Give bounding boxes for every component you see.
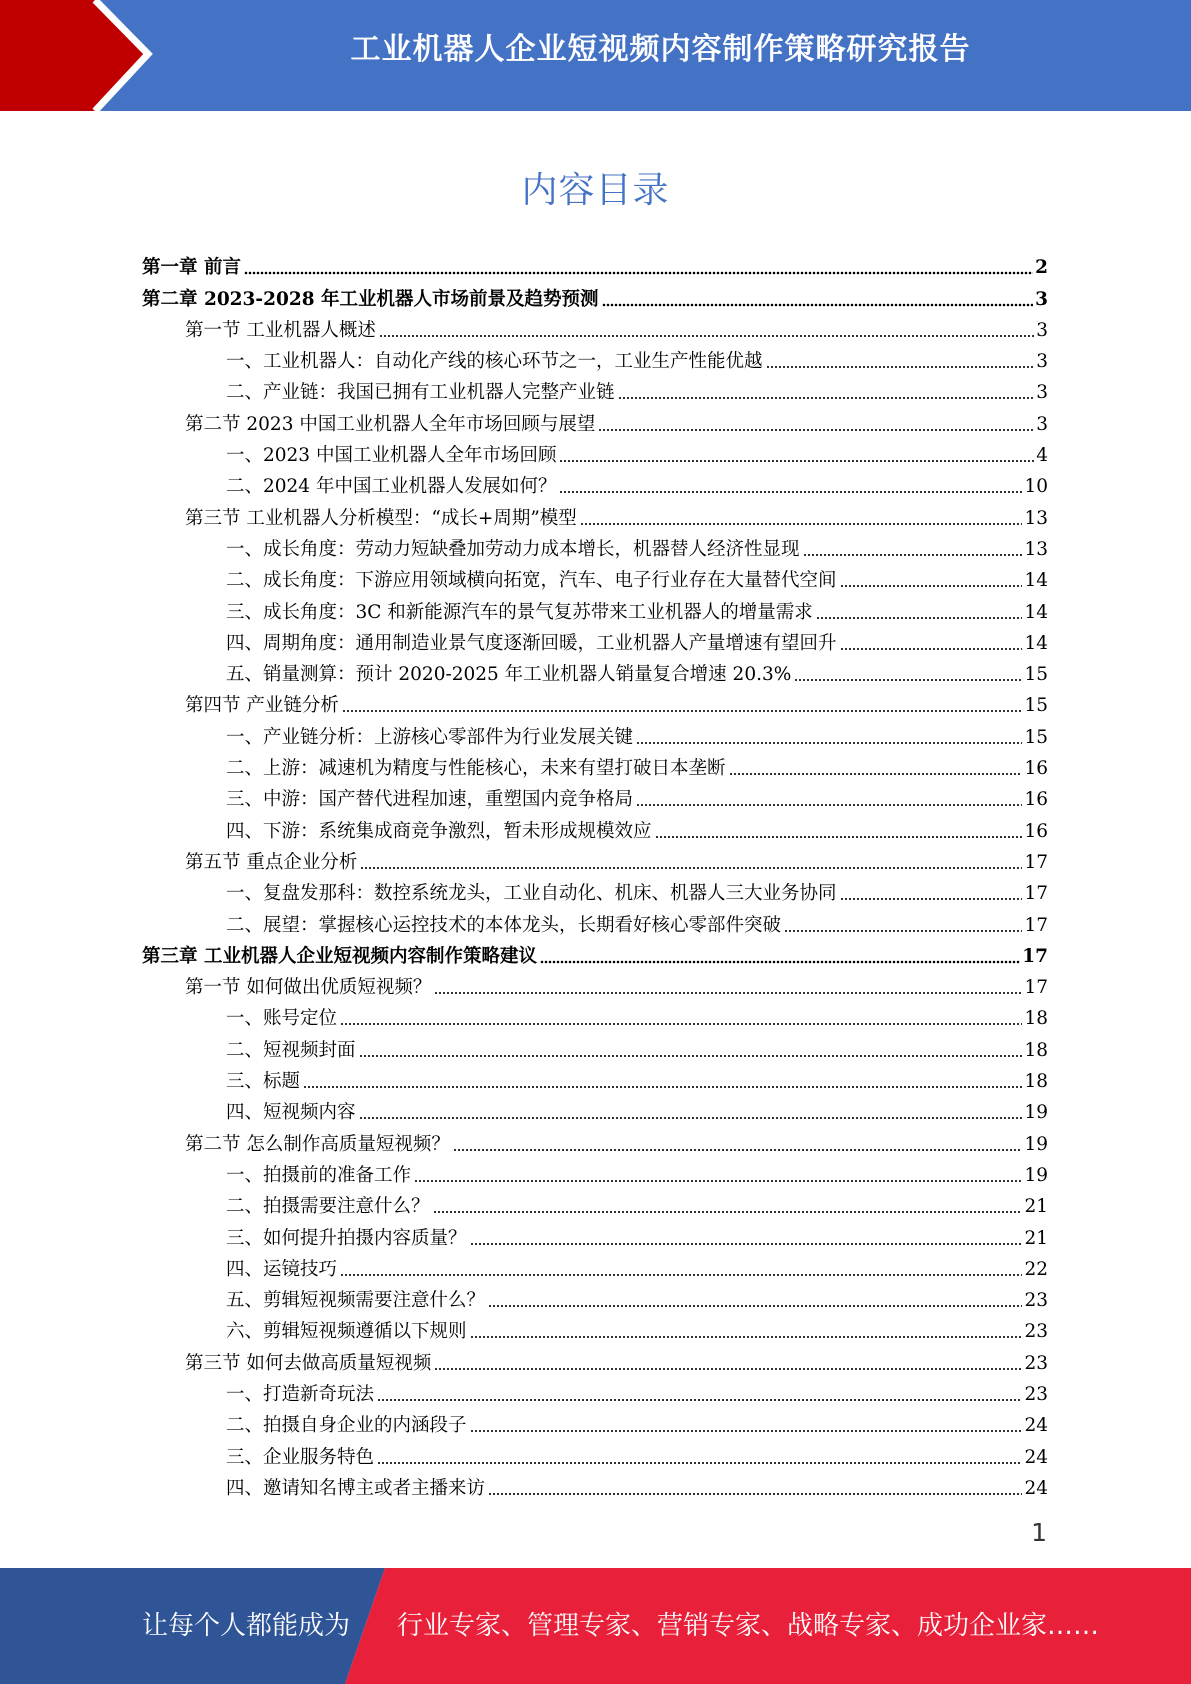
toc-entry-page: 4: [1036, 445, 1048, 467]
toc-entry[interactable]: [142, 878, 1048, 909]
toc-entry[interactable]: [142, 1128, 1048, 1159]
toc-entry-title: 二、2024 年中国工业机器人发展如何？: [226, 476, 557, 498]
toc-entry-title: 二、短视频封面: [226, 1039, 356, 1061]
toc-entry[interactable]: [142, 815, 1048, 846]
toc-entry-page: 13: [1024, 538, 1048, 560]
toc-entry-title: 一、2023 中国工业机器人全年市场回顾: [226, 445, 557, 467]
toc-entry-title: 二、成长角度：下游应用领域横向拓宽，汽车、电子行业存在大量替代空间: [226, 570, 837, 592]
toc-dot-leader: [340, 1022, 1022, 1026]
table-of-contents: [142, 252, 1048, 1504]
toc-entry-title: 一、复盘发那科：数控系统龙头，工业自动化、机床、机器人三大业务协同: [226, 883, 837, 905]
toc-entry-page: 14: [1024, 570, 1048, 592]
toc-entry[interactable]: [142, 972, 1048, 1003]
toc-dot-leader: [488, 1492, 1022, 1496]
toc-dot-leader: [488, 1304, 1022, 1308]
toc-heading: 内容目录: [521, 170, 670, 211]
toc-entry-page: 14: [1024, 601, 1048, 623]
toc-entry-page: 3: [1036, 319, 1048, 341]
toc-entry-page: 3: [1036, 382, 1048, 404]
toc-entry[interactable]: [142, 909, 1048, 940]
toc-entry[interactable]: [142, 315, 1048, 346]
footer-slogan-left: 让每个人都能成为: [142, 1611, 351, 1641]
toc-entry[interactable]: [142, 1254, 1048, 1285]
toc-dot-leader: [840, 897, 1023, 901]
toc-entry[interactable]: [142, 408, 1048, 439]
toc-entry-title: 五、剪辑短视频需要注意什么？: [226, 1290, 486, 1312]
toc-entry[interactable]: [142, 1316, 1048, 1347]
toc-entry-title: 四、运镜技巧: [226, 1258, 338, 1280]
toc-entry[interactable]: [142, 847, 1048, 878]
toc-dot-leader: [598, 428, 1034, 432]
toc-entry-page: 2: [1035, 257, 1048, 279]
toc-dot-leader: [816, 616, 1023, 620]
toc-entry-title: 三、企业服务特色: [226, 1446, 375, 1468]
toc-entry-page: 15: [1024, 664, 1048, 686]
toc-entry-title: 四、邀请知名博主或者主播来访: [226, 1477, 486, 1499]
toc-entry-page: 16: [1024, 820, 1048, 842]
toc-entry-page: 13: [1024, 507, 1048, 529]
toc-entry-title: 三、成长角度：3C 和新能源汽车的景气复苏带来工业机器人的增量需求: [226, 601, 813, 623]
toc-entry[interactable]: [142, 1034, 1048, 1065]
toc-entry[interactable]: [142, 377, 1048, 408]
toc-entry-title: 第一节 如何做出优质短视频？: [185, 977, 432, 999]
toc-entry-title: 四、下游：系统集成商竞争激烈，暂未形成规模效应: [226, 820, 652, 842]
toc-dot-leader: [803, 553, 1023, 557]
toc-entry[interactable]: [142, 440, 1048, 471]
toc-entry[interactable]: [142, 1347, 1048, 1378]
toc-entry-page: 16: [1024, 758, 1048, 780]
toc-entry[interactable]: [142, 283, 1048, 314]
toc-dot-leader: [470, 1242, 1023, 1246]
toc-entry-title: 第一章 前言: [142, 257, 241, 279]
toc-entry-page: 16: [1024, 789, 1048, 811]
toc-entry-page: 17: [1024, 883, 1048, 905]
toc-entry-title: 第三节 如何去做高质量短视频: [185, 1352, 432, 1374]
toc-entry[interactable]: [142, 1441, 1048, 1472]
toc-entry-title: 第三节 工业机器人分析模型：“成长+周期”模型: [185, 507, 577, 529]
toc-entry-page: 18: [1024, 1008, 1048, 1030]
toc-entry-page: 24: [1024, 1477, 1048, 1499]
toc-dot-leader: [434, 991, 1022, 995]
report-title: 工业机器人企业短视频内容制作策略研究报告: [350, 32, 971, 67]
toc-entry-page: 19: [1024, 1102, 1048, 1124]
toc-dot-leader: [470, 1429, 1023, 1433]
toc-entry[interactable]: [142, 721, 1048, 752]
toc-dot-leader: [636, 803, 1022, 807]
toc-entry[interactable]: [142, 471, 1048, 502]
toc-dot-leader: [559, 459, 1034, 463]
toc-entry[interactable]: [142, 1066, 1048, 1097]
toc-entry-page: 3: [1036, 413, 1048, 435]
toc-entry-title: 第二节 2023 中国工业机器人全年市场回顾与展望: [185, 413, 596, 435]
toc-entry[interactable]: [142, 1410, 1048, 1441]
toc-entry-title: 六、剪辑短视频遵循以下规则: [226, 1321, 467, 1343]
toc-entry-title: 一、产业链分析：上游核心零部件为行业发展关键: [226, 726, 634, 748]
toc-entry-title: 第五节 重点企业分析: [185, 851, 358, 873]
toc-entry[interactable]: [142, 690, 1048, 721]
toc-dot-leader: [244, 271, 1033, 275]
header-banner: [0, 0, 1191, 111]
toc-entry-title: 二、上游：减速机为精度与性能核心，未来有望打破日本垄断: [226, 758, 726, 780]
toc-entry-page: 17: [1024, 914, 1048, 936]
toc-entry-title: 二、产业链：我国已拥有工业机器人完整产业链: [226, 382, 615, 404]
toc-entry-page: 21: [1024, 1227, 1048, 1249]
toc-entry-page: 23: [1024, 1383, 1048, 1405]
toc-entry-title: 一、成长角度：劳动力短缺叠加劳动力成本增长，机器替人经济性显现: [226, 538, 800, 560]
toc-dot-leader: [580, 522, 1023, 526]
footer-slogan-right: 行业专家、管理专家、营销专家、战略专家、成功企业家……: [397, 1611, 1100, 1641]
toc-dot-leader: [766, 365, 1035, 369]
toc-entry[interactable]: [142, 1285, 1048, 1316]
toc-entry-page: 23: [1024, 1290, 1048, 1312]
toc-dot-leader: [377, 1398, 1022, 1402]
toc-dot-leader: [360, 866, 1022, 870]
toc-entry-page: 17: [1024, 977, 1048, 999]
toc-dot-leader: [618, 396, 1035, 400]
toc-entry[interactable]: [142, 1222, 1048, 1253]
toc-entry[interactable]: [142, 1097, 1048, 1128]
toc-entry-page: 23: [1024, 1321, 1048, 1343]
toc-entry[interactable]: [142, 565, 1048, 596]
toc-dot-leader: [655, 835, 1023, 839]
toc-entry-page: 24: [1024, 1446, 1048, 1468]
toc-entry-page: 23: [1024, 1352, 1048, 1374]
toc-dot-leader: [729, 772, 1023, 776]
toc-entry[interactable]: [142, 1379, 1048, 1410]
toc-dot-leader: [434, 1367, 1022, 1371]
toc-dot-leader: [470, 1335, 1023, 1339]
toc-dot-leader: [453, 1148, 1023, 1152]
toc-dot-leader: [540, 960, 1020, 964]
toc-dot-leader: [602, 303, 1034, 307]
toc-entry-title: 第一节 工业机器人概述: [185, 319, 376, 341]
toc-dot-leader: [840, 647, 1023, 651]
toc-entry-page: 24: [1024, 1415, 1048, 1437]
toc-entry-page: 14: [1024, 632, 1048, 654]
toc-entry-title: 三、如何提升拍摄内容质量？: [226, 1227, 467, 1249]
toc-entry-page: 17: [1022, 945, 1048, 967]
toc-entry[interactable]: [142, 1160, 1048, 1191]
toc-entry[interactable]: [142, 346, 1048, 377]
toc-dot-leader: [342, 709, 1023, 713]
toc-entry[interactable]: [142, 534, 1048, 565]
toc-entry-title: 二、拍摄需要注意什么？: [226, 1196, 430, 1218]
toc-dot-leader: [379, 334, 1034, 338]
toc-entry[interactable]: [142, 784, 1048, 815]
toc-dot-leader: [414, 1179, 1022, 1183]
toc-entry[interactable]: [142, 502, 1048, 533]
toc-entry-title: 四、短视频内容: [226, 1102, 356, 1124]
toc-entry-title: 一、工业机器人：自动化产线的核心环节之一，工业生产性能优越: [226, 351, 763, 373]
toc-entry-page: 15: [1024, 695, 1048, 717]
toc-dot-leader: [794, 678, 1022, 682]
toc-entry-title: 一、打造新奇玩法: [226, 1383, 375, 1405]
toc-entry-page: 22: [1024, 1258, 1048, 1280]
toc-entry-page: 19: [1024, 1164, 1048, 1186]
toc-entry[interactable]: [142, 1191, 1048, 1222]
toc-entry-title: 一、拍摄前的准备工作: [226, 1164, 412, 1186]
toc-entry-title: 第二节 怎么制作高质量短视频？: [185, 1133, 450, 1155]
toc-dot-leader: [433, 1210, 1023, 1214]
toc-dot-leader: [340, 1273, 1022, 1277]
toc-entry-page: 10: [1024, 476, 1048, 498]
toc-entry-page: 17: [1024, 851, 1048, 873]
toc-entry-title: 五、销量测算：预计 2020-2025 年工业机器人销量复合增速 20.3%: [226, 664, 792, 686]
toc-entry-title: 第三章 工业机器人企业短视频内容制作策略建议: [142, 945, 537, 967]
toc-dot-leader: [359, 1116, 1023, 1120]
toc-dot-leader: [559, 490, 1022, 494]
toc-dot-leader: [359, 1054, 1023, 1058]
toc-dot-leader: [840, 584, 1023, 588]
toc-dot-leader: [377, 1461, 1022, 1465]
footer-banner: [0, 1568, 1191, 1684]
toc-entry-title: 三、中游：国产替代进程加速，重塑国内竞争格局: [226, 789, 634, 811]
toc-entry-title: 四、周期角度：通用制造业景气度逐渐回暖，工业机器人产量增速有望回升: [226, 632, 837, 654]
toc-entry[interactable]: [142, 941, 1048, 972]
toc-dot-leader: [784, 929, 1022, 933]
toc-entry-title: 三、标题: [226, 1071, 301, 1093]
toc-entry[interactable]: [142, 596, 1048, 627]
toc-entry[interactable]: [142, 628, 1048, 659]
toc-entry-page: 3: [1035, 288, 1048, 310]
toc-entry-page: 18: [1024, 1039, 1048, 1061]
toc-dot-leader: [303, 1085, 1022, 1089]
toc-entry-page: 15: [1024, 726, 1048, 748]
toc-entry[interactable]: [142, 753, 1048, 784]
toc-entry-title: 第四节 产业链分析: [185, 695, 339, 717]
toc-entry-page: 21: [1024, 1196, 1048, 1218]
toc-entry[interactable]: [142, 1473, 1048, 1504]
toc-entry[interactable]: [142, 252, 1048, 283]
toc-entry-page: 3: [1036, 351, 1048, 373]
toc-entry-page: 18: [1024, 1071, 1048, 1093]
toc-entry-title: 第二章 2023-2028 年工业机器人市场前景及趋势预测: [142, 288, 599, 310]
toc-entry-title: 一、账号定位: [226, 1008, 338, 1030]
toc-entry-page: 19: [1024, 1133, 1048, 1155]
page-number: 1: [1031, 1518, 1047, 1547]
toc-entry[interactable]: [142, 659, 1048, 690]
toc-dot-leader: [636, 741, 1022, 745]
toc-entry-title: 二、展望：掌握核心运控技术的本体龙头，长期看好核心零部件突破: [226, 914, 782, 936]
toc-entry-title: 二、拍摄自身企业的内涵段子: [226, 1415, 467, 1437]
toc-entry[interactable]: [142, 1003, 1048, 1034]
